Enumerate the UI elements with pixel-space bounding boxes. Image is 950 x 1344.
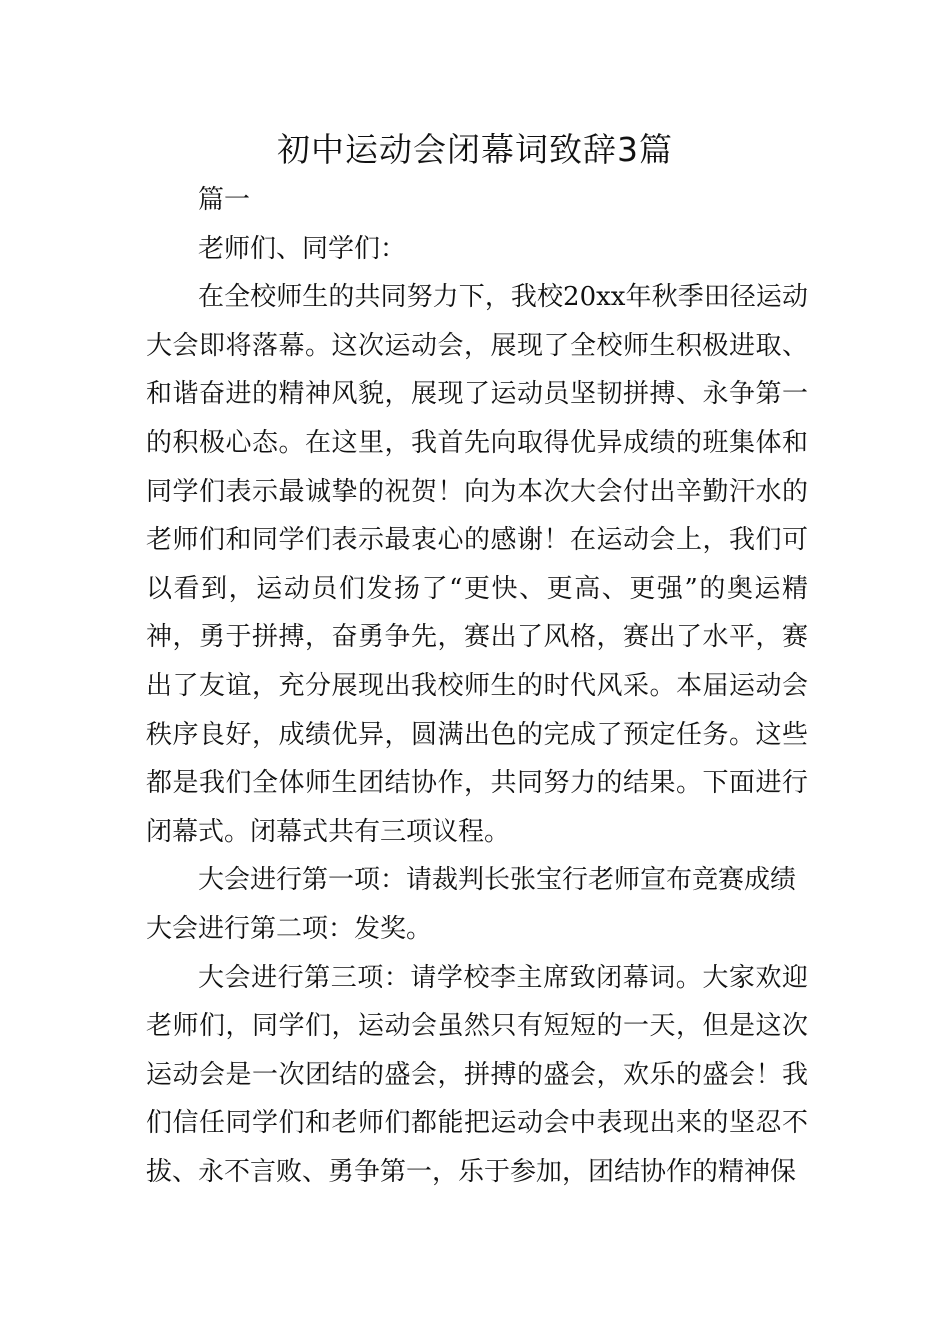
document-body xyxy=(146,176,808,1196)
agenda-item-1: 大会进行第一项：请裁判长张宝行老师宣布竞赛成绩 xyxy=(198,865,797,896)
body-paragraph: 在全校师生的共同努力下，我校20xx年秋季田径运动大会即将落幕。这次运动会，展现了全校师生积极进取、和谐奋进的精神风貌，展现了运动员坚韧拼搏、永争第一的积极心态。在这里，我首先向取得优异成绩的班集体和同学们表示最诚挚的祝贺！向为本次大会付出辛勤汗水的老师们和同学们表示最衷心的感谢！在运动会上，我们可以看到，运动员们发扬了“更快、更高、更强”的奥运精神，勇于拼搏，奋勇争先，赛出了风格，赛出了水平，赛出了友谊，充分展现出我校师生的时代风采。本届运动会秩序良好，成绩优异，圆满出色的完成了预定任务。这些都是我们全体师生团结协作，共同努力的结果。下面进行闭幕式。闭幕式共有三项议程。 xyxy=(146,282,808,847)
agenda-item-2: 大会进行第二项：发奖。 xyxy=(146,913,433,944)
document-title: 初中运动会闭幕词致辞3篇 xyxy=(277,130,673,169)
salutation: 老师们、同学们： xyxy=(198,233,407,264)
section-heading: 篇一 xyxy=(198,185,251,215)
agenda-item-3: 大会进行第三项：请学校李主席致闭幕词。大家欢迎老师们，同学们，运动会虽然只有短短的一天，但是这次运动会是一次团结的盛会，拼搏的盛会，欢乐的盛会！我们信任同学们和老师们都能把运动会中表现出来的坚忍不拔、永不言败、勇争第一，乐于参加，团结协作的精神保 xyxy=(146,962,808,1187)
